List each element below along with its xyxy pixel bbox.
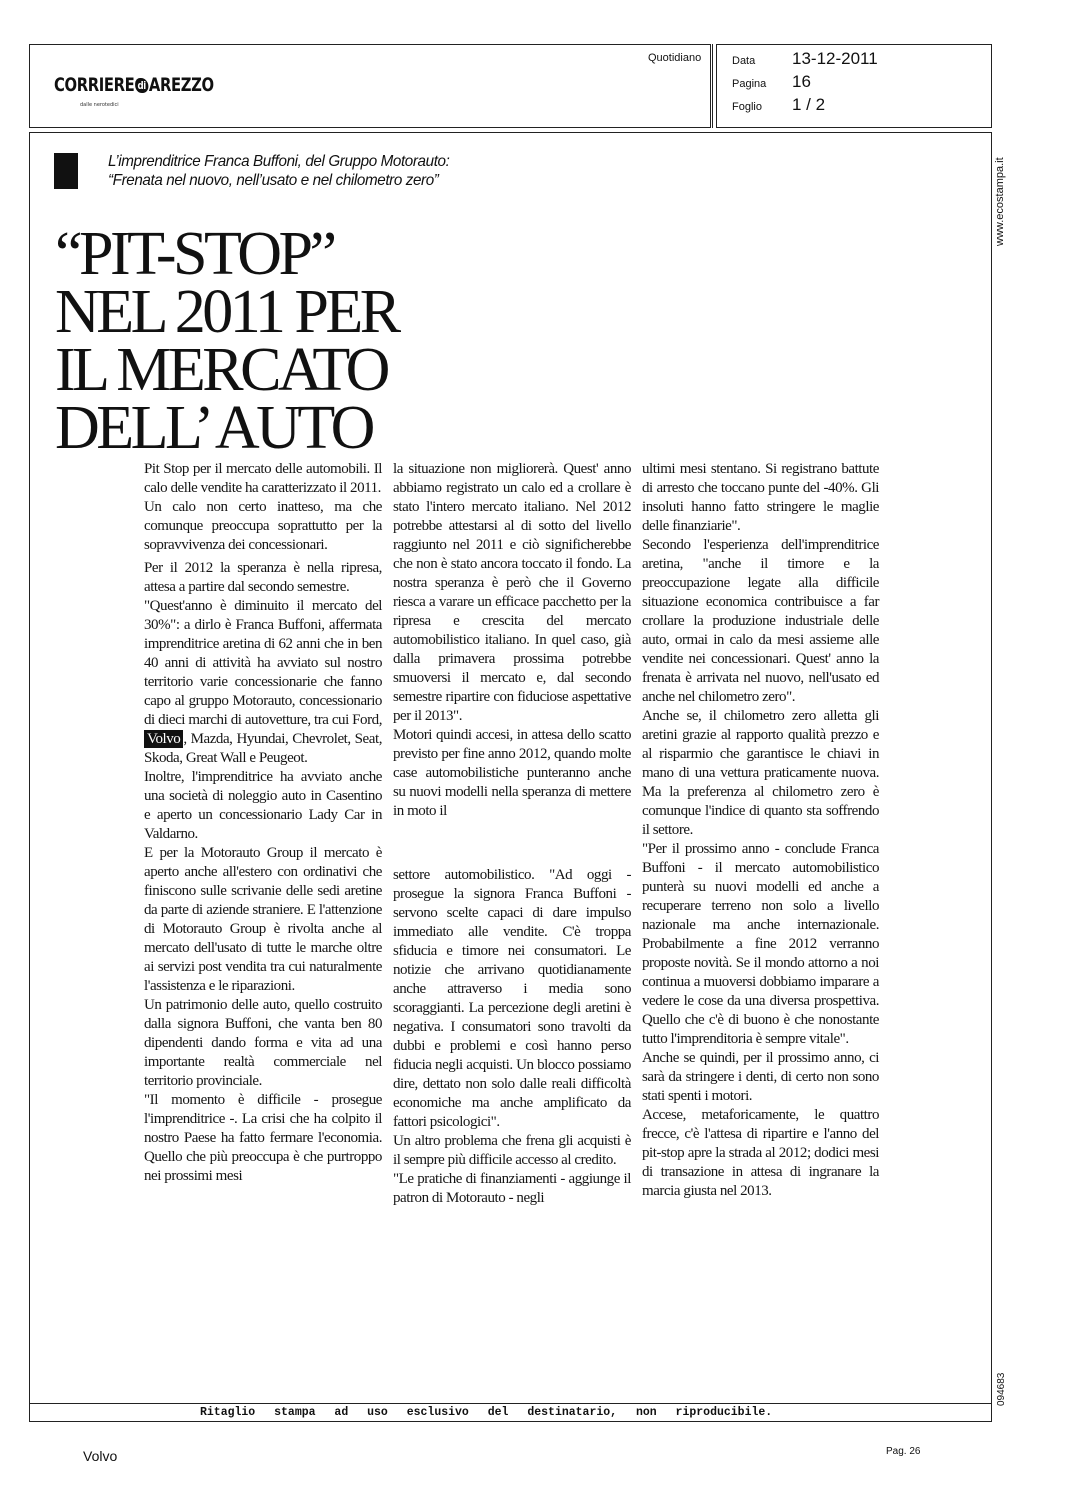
- paragraph: Inoltre, l'imprenditrice ha avviato anche una società di noleggio auto in Casentino e aperto un concessionario Lady Car in Valdarno.: [144, 769, 382, 842]
- data-value: 13-12-2011: [792, 49, 878, 68]
- foglio-label: Foglio: [732, 101, 762, 113]
- paragraph: Per il 2012 la speranza è nella ripresa, attesa a partire dal secondo semestre.: [144, 560, 382, 595]
- brand-label: Volvo: [83, 1448, 118, 1464]
- paragraph: "Le pratiche di finanziamenti - aggiunge il patron di Motorauto - negli: [393, 1171, 631, 1206]
- masthead: [29, 44, 992, 128]
- article-column-2-top: [393, 460, 631, 821]
- side-code: 094683: [996, 1372, 1007, 1406]
- paragraph: E per la Motorauto Group il mercato è aperto anche all'estero con ordinativi che finiscono sulle scrivanie delle sedi aretine da parte di aziende straniere. E l'attenzione di Motorauto Group è rivolta anche al mercato dell'usato di tutte le marche oltre ai servizi post vendita tra cui naturalmente l'assistenza e le riparazioni.: [144, 845, 382, 994]
- paragraph: settore automobilistico. "Ad oggi - prosegue la signora Franca Buffoni - servono scelte capaci di dare impulso immediato alle vendite. C'è troppa sfiducia e timore nei consumatori. Le notizie che arrivano quotidianamente anche attraverso i media sono scoraggianti. La percezione degli aretini è negativa. I consumatori sono travolti da dubbi e problemi e così hanno perso fiducia negli acquisti. Un blocco possiamo dire, dettato non solo dalle reali difficoltà economiche ma anche amplificato da fattori psicologici".: [393, 867, 631, 1130]
- headline-line-4: DELL’ AUTO: [55, 394, 372, 462]
- paragraph: Un patrimonio delle auto, quello costruito dalla signora Buffoni, che vanta ben 80 dipendenti dando forma e vita ad una importante realtà commerciale nel territorio provinciale.: [144, 997, 382, 1089]
- headline-line-1: “PIT-STOP”: [55, 220, 334, 288]
- logo-subtitle: dalle nerotedici: [80, 102, 119, 108]
- foglio-value: 1 / 2: [792, 95, 826, 114]
- copyright-note: Ritaglio stampa ad uso esclusivo del destinatario, non riproducibile.: [200, 1406, 773, 1419]
- kicker-line-2: “Frenata nel nuovo, nell’usato e nel chilometro zero”: [108, 172, 439, 189]
- paragraph: "Per il prossimo anno - conclude Franca Buffoni - il mercato automobilistico punterà su nuovi modelli ed anche a recuperare terreno non solo a livello nazionale ma anche internazionale. Probabilmente a fine 2012 verranno proposte novità. Se il mondo attorno a noi continua a muoversi dobbiamo imparare a vedere le cose da una diversa prospettiva. Quello che c'è di buono è che nonostante tutto l'imprenditoria è sempre vitale".: [642, 841, 879, 1047]
- paragraph: "Il momento è difficile - prosegue l'imprenditrice -. La crisi che ha colpito il nostro Paese ha fatto fermare l'economia. Quello che più preoccupa è che purtroppo nei prossimi mesi: [144, 1092, 382, 1184]
- paragraph-text: , Mazda, Hyundai, Chevrolet, Seat, Skoda, Great Wall e Peugeot.: [144, 731, 382, 766]
- logo-text: [54, 74, 214, 96]
- logo-part-arezzo: AREZZO: [148, 74, 214, 96]
- pagina-value: 16: [792, 72, 811, 91]
- data-label: Data: [732, 55, 756, 67]
- paragraph: Un calo non certo inatteso, ma che comunque preoccupa soprattutto per la sopravvivenza dei concessionari.: [144, 499, 382, 553]
- paragraph: Un altro problema che frena gli acquisti è il sempre più difficile accesso al credito.: [393, 1133, 631, 1168]
- paragraph: Pit Stop per il mercato delle automobili. Il calo delle vendite ha caratterizzato il 2011.: [144, 461, 382, 496]
- paragraph: Anche se, il chilometro zero alletta gli aretini grazie al rapporto qualità prezzo e al risparmio che garantisce le chiavi in mano di una vettura praticamente nuova. Ma la preferenza al chilometro zero è comunque l'indice di quanto sta soffrendo il settore.: [642, 708, 879, 838]
- kicker-line-1: L’imprenditrice Franca Buffoni, del Gruppo Motorauto:: [108, 153, 450, 170]
- paragraph: Secondo l'esperienza dell'imprenditrice aretina, "anche il timore e la preoccupazione legate alla difficile situazione economica contribuisce a far crollare la produzione industriale delle auto, ormai in calo da mesi assieme alle vendite nei concessionari. Quest' anno la frenata è arrivata nel nuovo, nell'usato ed anche nel chilometro zero".: [642, 537, 879, 705]
- side-website: www.ecostampa.it: [994, 157, 1006, 246]
- paragraph: Motori quindi accesi, in attesa dello scatto previsto per fine anno 2012, quando molte case automobilistiche punteranno anche su nuovi modelli nella speranza di mettere in moto il: [393, 727, 631, 819]
- paragraph: la situazione non migliorerà. Quest' anno abbiamo registrato un calo ed a crollare è stato l'intero mercato italiano. Nel 2012 potrebbe attestarsi al di sotto del livello raggiunto nel 2011 e ciò significherebbe che non è stato ancora toccato il fondo. La nostra speranza è però che il Governo riesca a varare un efficace pacchetto per la ripresa e crescita del mercato automobilistico italiano. In quel caso, già dalla primavera prossima potrebbe smuoversi il mercato e, dal secondo semestre ripartire con fiduciose aspettative per il 2013".: [393, 461, 631, 724]
- logo-part-di: di: [135, 78, 148, 93]
- headline: [55, 220, 398, 462]
- kicker-square-icon: [54, 153, 78, 189]
- headline-line-3: IL MERCATO: [55, 336, 387, 404]
- highlighted-keyword: Volvo: [144, 730, 183, 748]
- newspaper-logo: [54, 68, 264, 114]
- article-column-2-bottom: [393, 866, 631, 1208]
- kicker: [108, 152, 449, 190]
- headline-line-2: NEL 2011 PER: [55, 278, 398, 346]
- article-column-1: [144, 460, 382, 1186]
- article-column-3: [642, 460, 879, 1201]
- pagina-label: Pagina: [732, 78, 767, 90]
- logo-part-corriere: CORRIERE: [54, 74, 135, 96]
- paragraph: ultimi mesi stentano. Si registrano battute di arresto che toccano punte del -40%. Gli insoluti hanno fatto stringere le maglie delle finanziarie".: [642, 461, 879, 534]
- paragraph: [144, 597, 382, 768]
- page-number: Pag. 26: [886, 1446, 921, 1457]
- paragraph: Anche se quindi, per il prossimo anno, ci sarà da stringere i denti, di certo non sono stati spenti i motori.: [642, 1050, 879, 1104]
- paragraph-text: "Quest'anno è diminuito il mercato del 30%": a dirlo è Franca Buffoni, affermata imprenditrice aretina di 62 anni che in ben 40 anni di attività ha avviato sul nostro territorio varie concessionarie che fanno capo al gruppo Motorauto, concessionario di dieci marchi di autovetture, tra cui Ford,: [144, 598, 382, 728]
- paragraph: Accese, metaforicamente, le quattro frecce, c'è l'attesa di ripartire e l'anno del pit-stop apre la strada al 2012; dodici mesi di transazione in attesa di ingranare la marcia giusta nel 2013.: [642, 1107, 879, 1199]
- publication-type: Quotidiano: [648, 52, 702, 64]
